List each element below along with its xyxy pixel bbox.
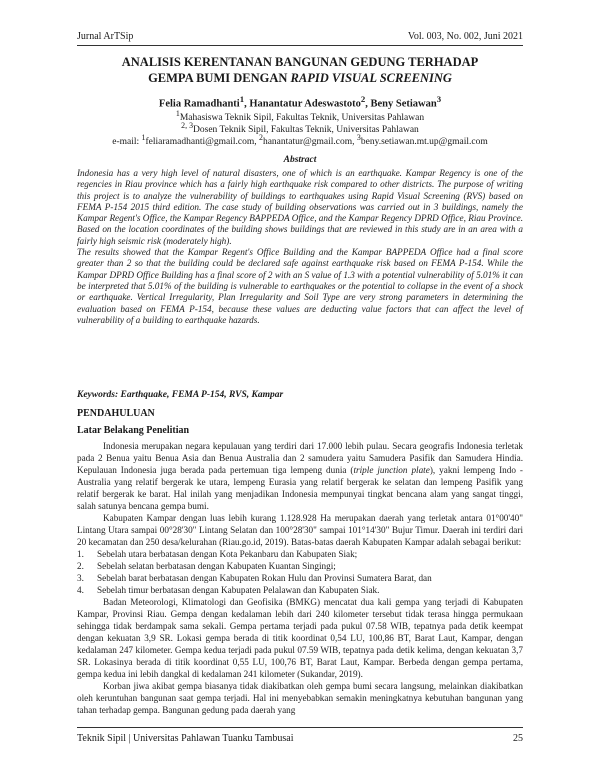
- body-text: [77, 440, 523, 716]
- body-paragraph-1: Indonesia merupakan negara kepulauan yang terdiri dari 17.000 lebih pulau. Secara geografis Indonesia terletak pada 2 Benua yaitu Benua Asia dan Benua Australia dan 2 samudera yaitu Samudera Pasifik dan Samudera Hindia. Kepulauan Indonesia juga berada pada pertemuan tiga lempeng dunia (triple junction plate), yakni lempeng Indo - Australia yang relatif bergerak ke utara, lempeng Eurasia yang relatif bergerak ke selatan dan lempeng Pasifik yang relatif bergerak ke barat. Hal inilah yang menjadikan Indonesia mempunyai tingkat bencana alam yang sangat tinggi, salah satunya bencana gempa bumi.: [77, 441, 523, 511]
- affiliation-1: $^1$Mahasiswa Teknik Sipil, Fakultas Teknik, Universitas Pahlawan: [175, 109, 425, 124]
- subsection-heading-background: Latar Belakang Penelitian: [77, 425, 190, 436]
- footer-institution: Teknik Sipil | Universitas Pahlawan Tuanku Tambusai: [77, 733, 294, 744]
- email-link-1[interactable]: feliaramadhanti@gmail.com,: [145, 137, 259, 148]
- body-paragraph-2: Kabupaten Kampar dengan luas lebih kurang 1.128.928 Ha merupakan daerah yang terletak antara 01°00'40" Lintang Utara sampai 00°28'30" Lintang Selatan dan 100°28'30" sampai 101°14'30" Bujur Timur. Daerah ini terdiri dari 20 kecamatan dan 250 desa/kelurahan (Riau.go.id, 2019). Batas-batas daerah Kabupaten Kampar adalah sebagai berikut:: [77, 513, 523, 547]
- list-item: 4. Sebelah timur berbatasan dengan Kabupaten Pelalawan dan Kabupaten Siak.: [77, 585, 380, 595]
- paper-title: [77, 54, 523, 86]
- author-2: Hanantatur Adeswastoto: [249, 98, 361, 110]
- affiliation-2: $^{2, 3}$Dosen Teknik Sipil, Fakultas Teknik, Universitas Pahlawan: [181, 121, 419, 136]
- boundary-list: [77, 548, 523, 596]
- body-paragraph-4: Korban jiwa akibat gempa biasanya tidak diakibatkan oleh gempa bumi secara langsung, melainkan diakibatkan oleh keruntuhan bangunan saat gempa terjadi. Hal ini menyebabkan semakin meningkatnya kebutuhan bangunan yang tahan terhadap gempa. Bangunan gedung pada daerah yang: [77, 681, 523, 715]
- list-item: 3. Sebelah barat berbatasan dengan Kabupaten Rokan Hulu dan Provinsi Sumatera Barat, dan: [77, 573, 432, 583]
- author-list: Felia Ramadhanti$^1$, Hanantatur Adeswastoto$^2$, Beny Setiawan$^3$: [158, 94, 442, 110]
- footer-rule: [77, 727, 523, 728]
- list-item: 1. Sebelah utara berbatasan dengan Kota Pekanbaru dan Kabupaten Siak;: [77, 549, 358, 559]
- body-paragraph-3: Badan Meteorologi, Klimatologi dan Geofisika (BMKG) mencatat dua kali gempa yang terjadi di Kabupaten Kampar, Provinsi Riau. Gempa dengan kedalaman lebih dari 240 kilometer tersebut tidak terasa hingga permukaan sehingga tidak berdampak sama sekali. Gempa pertama terjadi pada pukul 07.58 WIB, tepatnya pada detik keempat dengan kekuatan 3,9 SR. Lokasi gempa berada di titik koordinat 0,54 LU, 100,86 BT, Barat Laut, Kampar, dengan kedalaman 247 kilometer. Gempa kedua terjadi pada pukul 07.59 WIB, tepatnya pada detik kelima, dengan kekuatan 3,7 SR. Lokasinya berada di titik koordinat 0,55 LU, 100,76 BT, Barat Laut, Kampar. Berbeda dengan gempa pertama, gempa kedua ini lebih dangkal di kedalaman 241 kilometer (Sukandar, 2019).: [77, 597, 523, 679]
- header-rule: [77, 45, 523, 46]
- journal-name: Jurnal ArTSip: [77, 31, 134, 42]
- section-heading-introduction: PENDAHULUAN: [77, 408, 155, 419]
- keywords: Keywords: Earthquake, FEMA P-154, RVS, Kampar: [77, 390, 284, 400]
- page-number: 25: [513, 733, 523, 744]
- title-line-2: GEMPA BUMI DENGAN RAPID VISUAL SCREENING: [148, 71, 452, 85]
- author-1: Felia Ramadhanti: [158, 98, 240, 110]
- title-line-1: ANALISIS KERENTANAN BANGUNAN GEDUNG TERHADAP: [121, 55, 479, 69]
- abstract-heading: Abstract: [283, 155, 317, 165]
- email-link-2[interactable]: hanantatur@gmail.com,: [262, 137, 357, 148]
- author-3: Beny Setiawan: [370, 98, 437, 110]
- abstract-body: [77, 168, 523, 326]
- email-link-3[interactable]: beny.setiawan.mt.up@gmail.com: [360, 137, 488, 148]
- list-item: 2. Sebelah selatan berbatasan dengan Kabupaten Kuantan Singingi;: [77, 561, 336, 571]
- journal-volume: Vol. 003, No. 002, Juni 2021: [407, 31, 523, 42]
- abstract-paragraph-2: The results showed that the Kampar Regent's Office Building and the Kampar BAPPEDA Office had a final score greater than 2 so that the building could be declared safe against earthquake risk based on FEMA P-154. While the Kampar DPRD Office Building has a final score of 2 with an S value of 1.3 with a potential vulnerability of 5.01% it can be interpreted that 5.01% of the building is vulnerable to earthquakes or the potential to collapse in the event of a shock or earthquake. Vertical Irregularity, Plan Irregularity and Soil Type are very strong parameters in determining the evaluation based on FEMA P-154, because these values are deducting value factors that can affect the level of vulnerability of a building to earthquake hazards.: [77, 247, 523, 325]
- author-emails: e-mail: $^1$feliaramadhanti@gmail.com, $^2$hanantatur@gmail.com, $^3$beny.setiawan.mt.up@gmail.com: [112, 133, 488, 148]
- abstract-paragraph-1: Indonesia has a very high level of natural disasters, one of which is an earthquake. Kampar Regency is one of the regencies in Riau province which has a fairly high earthquake risk compared to other districts. The purpose of writing this project is to analyze the vulnerability of buildings to earthquakes using Rapid Visual Screening (RVS) based on FEMA P-154 2015 third edition. The case study of building observations was carried out in 3 buildings, namely the Kampar Regent's Office, the Kampar Regency BAPPEDA Office, and the Kampar Regency DPRD Office, Riau Province. Based on the location coordinates of the building shows buildings that are reviewed in this study are in an area with a fairly high seismic risk (moderately high).: [77, 168, 523, 246]
